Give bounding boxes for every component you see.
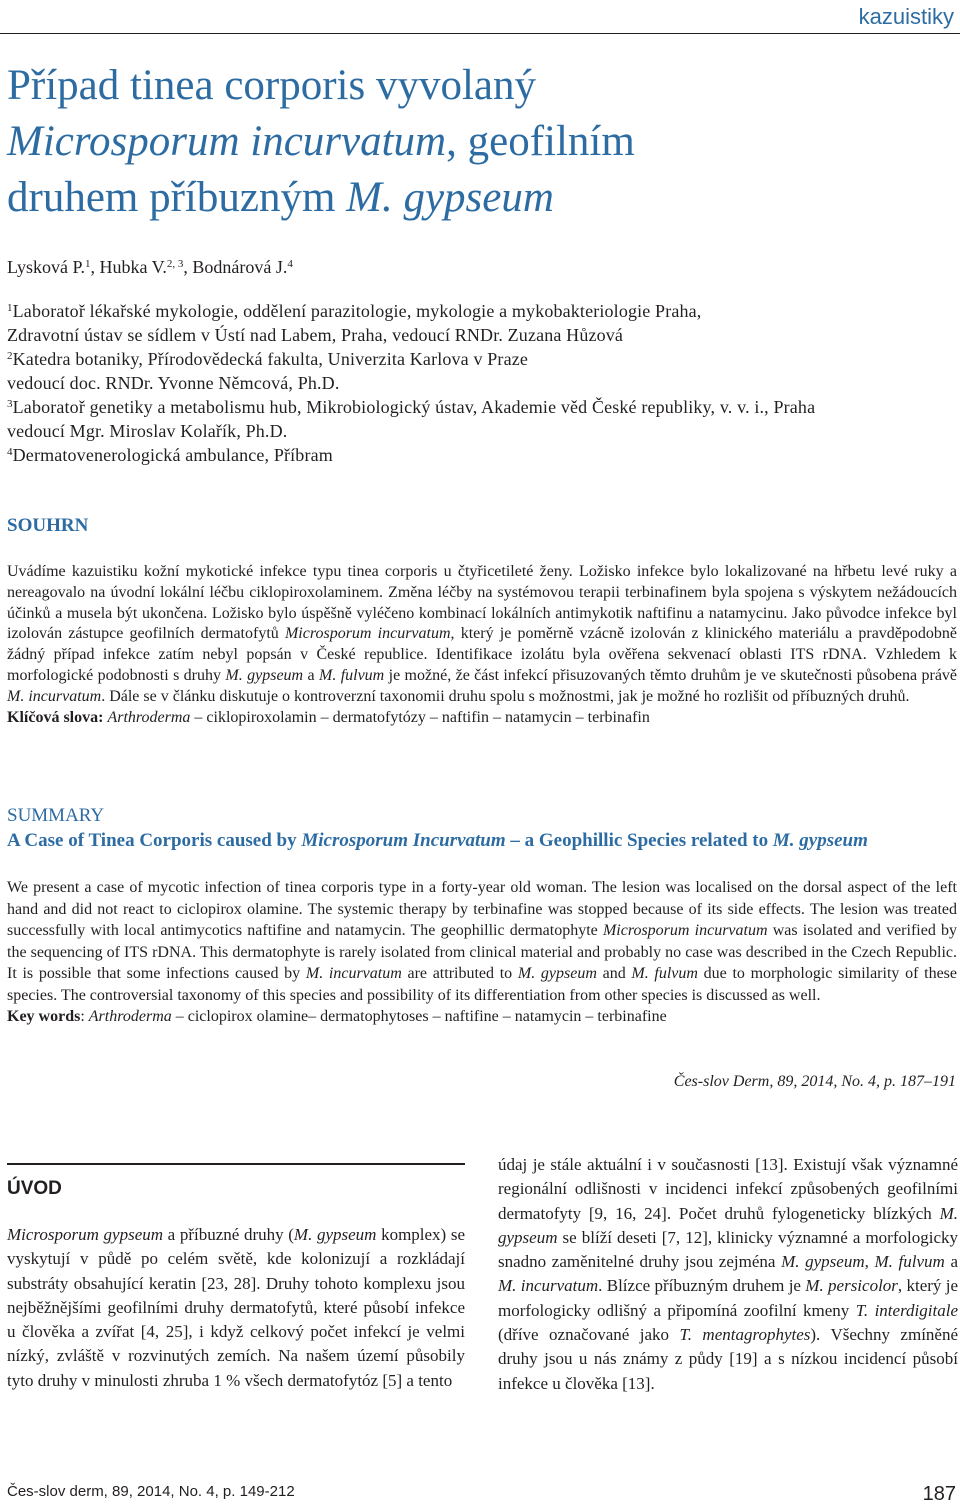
souhrn-text: je možné, že část infekcí přisuzovaných těmto druhům je ve skutečnosti působena právě	[384, 666, 958, 684]
summary-title-text: – a Geophillic Species related to	[505, 830, 773, 851]
column-rule	[7, 1163, 465, 1165]
summary-text: was isolated and verified by the sequencing of ITS rDNA. This dermatophyte is rarely isolated from clinical material and probably no case was described in the Czech Republic. It is possible that some infections caused by	[7, 922, 958, 982]
uvod-text: ). Všechny zmíněné druhy jsou u nás známy z půdy [19] a s nízkou incidencí působí infekce u člověka [13].	[498, 1325, 959, 1393]
affil-sup: 1	[7, 302, 13, 314]
uvod-text: a příbuzné druhy (	[163, 1225, 294, 1244]
souhrn-italic: Microsporum incurvatum	[284, 625, 451, 643]
title-line-3: druhem příbuzným	[7, 174, 347, 221]
affil-sup: 3	[7, 398, 13, 410]
uvod-italic: M. gypseum	[781, 1252, 865, 1272]
keywords-label: Key words	[7, 1008, 81, 1025]
uvod-text: údaj je stále aktuální i v současnosti [13]. Existují však významné regionální odlišnosti v incidenci infekcí způsobených geofilními dermatofyty [9, 16, 24]. Počet druhů fylogeneticky blízkých	[498, 1155, 958, 1223]
affil-text: Laboratoř genetiky a metabolismu hub, Mikrobiologický ústav, Akademie věd České republiky, v. v. i., Praha	[12, 397, 816, 417]
affiliation-1	[7, 299, 957, 347]
summary-italic: M. fulvum	[631, 965, 698, 982]
souhrn-italic: M. incurvatum	[7, 687, 102, 705]
uvod-text: komplex) se vyskytují v půdě po celém světě, kde kolonizují a rozkládají substráty obsahující keratin [23, 28]. Druhy tohoto komplexu jsou nejběžnějšími geofilními druhy dermatofytů, které působí infekce u člověka a zvířat [4, 25], i když celkový počet infekcí je velmi nízký, zvláště v rozvinutých zemích. Na našem území působily tyto druhy v minulosti zhruba 1 % všech dermatofytóz [5] a tento	[7, 1225, 466, 1390]
uvod-italic: Microsporum gypseum	[7, 1225, 164, 1244]
uvod-italic: T. interdigitale	[855, 1300, 959, 1320]
uvod-text: se blíží deseti [7, 12], klinicky významné a morfologicky snadno zaměnitelné druhy jsou zejména	[498, 1227, 958, 1272]
summary-italic: M. incurvatum	[305, 965, 402, 982]
summary-title-italic: M. gypseum	[772, 830, 868, 851]
keywords-list: – ciklopiroxolamin – dermatofytózy – naftifin – natamycin – terbinafin	[190, 708, 650, 726]
keywords-colon: :	[80, 1008, 89, 1025]
affil-text: Katedra botaniky, Přírodovědecká fakulta, Univerzita Karlova v Praze	[12, 349, 528, 369]
uvod-italic: M. incurvatum	[498, 1276, 599, 1296]
affil-text: Laboratoř lékařské mykologie, oddělení parazitologie, mykologie a mykobakteriologie Praha,	[12, 301, 702, 321]
uvod-text: (dříve označované jako	[498, 1325, 680, 1345]
uvod-text: ,	[864, 1252, 875, 1272]
summary-keywords	[7, 1006, 957, 1028]
title-gypseum-italic: M. gypseum	[346, 174, 554, 221]
author-3: , Bodnárová J.	[183, 257, 288, 277]
author-2: , Hubka V.	[90, 257, 167, 277]
uvod-italic: T. mentagrophytes	[679, 1325, 811, 1345]
uvod-left-column	[7, 1223, 465, 1393]
summary-italic: Microsporum incurvatum	[602, 922, 768, 939]
footer-journal: Čes-slov derm, 89, 2014, No. 4, p. 149-212	[7, 1483, 295, 1500]
affil-sup: 4	[7, 446, 13, 458]
uvod-text: a	[944, 1252, 958, 1272]
summary-text: due to morphologic similarity of these species. The controversial taxonomy of this species and possibility of its differentiation from other species is discussed as well.	[7, 965, 958, 1004]
uvod-italic: M. fulvum	[874, 1252, 945, 1272]
author-3-affil: 4	[287, 258, 293, 270]
souhrn-italic: M. gypseum	[225, 666, 304, 684]
uvod-heading: ÚVOD	[7, 1178, 62, 1199]
summary-title	[7, 830, 868, 852]
uvod-italic: M. gypseum	[498, 1203, 958, 1247]
keywords-list: – ciclopirox olamine– dermatophytoses – naftifine – natamycin – terbinafine	[171, 1008, 667, 1025]
summary-heading: SUMMARY	[7, 805, 105, 826]
souhrn-text: , který je poměrně vzácně izolován z klinického materiálu a pravděpodobně žádný případ infekce zatím nebyl popsán v České republice. Identifikace izolátu byla ověřena sekvenací oblasti ITS rDNA. Vzhledem k morfologické podobnosti s druhy	[7, 625, 958, 684]
summary-text: We present a case of mycotic infection of tinea corporis type in a forty-year old woman. The lesion was localised on the dorsal aspect of the left hand and did not react to ciclopirox olamine. The systemic therapy by terbinafine was stopped because of its side effects. The lesion was treated successfully with local antimycotics naftifine and natamycin. The geophillic dermatophyte	[7, 879, 957, 939]
author-1: Lysková P.	[7, 257, 86, 277]
souhrn-abstract	[7, 562, 957, 728]
author-list	[7, 257, 293, 278]
souhrn-text: . Dále se v článku diskutuje o kontroverzní taxonomii druhu spolu s možnostmi, jak je možné ho rozlišit od příbuzných druhů.	[101, 687, 910, 705]
title-line-1: Případ tinea corporis vyvolaný	[7, 62, 537, 109]
affiliation-4	[7, 443, 957, 467]
souhrn-italic: M. fulvum	[318, 666, 385, 684]
summary-title-italic: Microsporum Incurvatum	[301, 830, 506, 851]
header-rule	[0, 33, 960, 34]
author-2-affil: 2, 3	[166, 258, 184, 270]
summary-text: and	[596, 965, 632, 982]
uvod-text: . Blízce příbuzným druhem je	[598, 1276, 806, 1296]
uvod-right-column	[498, 1153, 958, 1396]
summary-italic: M. gypseum	[517, 965, 597, 982]
affiliations	[7, 299, 957, 467]
summary-text: are attributed to	[401, 965, 518, 982]
affil-cont: vedoucí Mgr. Miroslav Kolařík, Ph.D.	[7, 421, 288, 441]
keyword-italic: Arthroderma	[107, 708, 191, 726]
affil-cont: Zdravotní ústav se sídlem v Ústí nad Labem, Praha, vedoucí RNDr. Zuzana Hůzová	[7, 325, 624, 345]
affil-sup: 2	[7, 350, 13, 362]
affiliation-2	[7, 347, 957, 395]
souhrn-text: Uvádíme kazuistiku kožní mykotické infekce typu tinea corporis u čtyřicetileté ženy. Ložisko infekce bylo lokalizované na hřbetu levé ruky a nereagovalo na úvodní lokální léčbu ciklopiroxolaminem. Změna léčby na systémovou terapii terbinafinem byla spojena s výskytem nežádoucích účinků a musela být ukončena. Ložisko bylo úspěšně vyléčeno kombinací lokálních antimykotik naftifinu a natamycinu. Jako původce infekce byl izolován zástupce geofilních dermatofytů	[7, 563, 957, 643]
summary-abstract	[7, 877, 957, 1028]
uvod-italic: M. persicolor	[805, 1276, 898, 1296]
section-tag: kazuistiky	[858, 4, 954, 29]
summary-title-text: A Case of Tinea Corporis caused by	[7, 830, 302, 851]
uvod-text: , který je morfologicky odlišný a připomíná zoofilní kmeny	[498, 1276, 959, 1320]
souhrn-heading: SOUHRN	[7, 515, 89, 536]
page-number: 187	[922, 1483, 956, 1505]
title-line-2-rest: , geofilním	[446, 118, 635, 165]
keyword-italic: Arthroderma	[88, 1008, 172, 1025]
citation: Čes-slov Derm, 89, 2014, No. 4, p. 187–191	[673, 1073, 956, 1090]
affil-text: Dermatovenerologická ambulance, Příbram	[12, 445, 333, 465]
souhrn-text: a	[303, 666, 319, 684]
affiliation-3	[7, 395, 957, 443]
affil-cont: vedoucí doc. RNDr. Yvonne Němcová, Ph.D.	[7, 373, 340, 393]
author-1-affil: 1	[85, 258, 91, 270]
souhrn-keywords	[7, 708, 957, 729]
keywords-label: Klíčová slova:	[7, 708, 104, 726]
title-species-italic: Microsporum incurvatum	[7, 118, 447, 165]
article-title	[7, 58, 947, 226]
uvod-italic: M. gypseum	[293, 1225, 377, 1244]
